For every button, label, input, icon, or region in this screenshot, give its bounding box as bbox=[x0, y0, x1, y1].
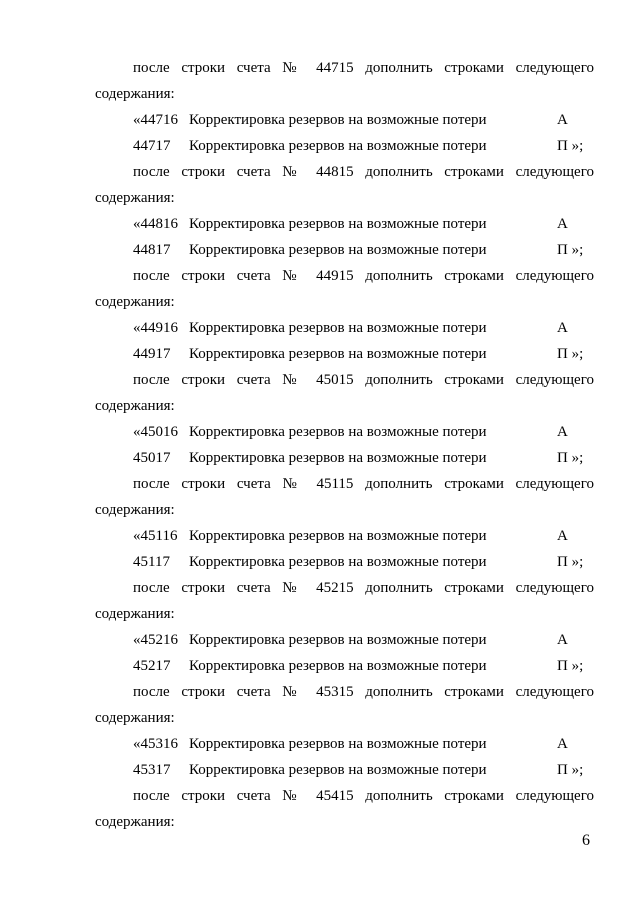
account-entry bbox=[0, 630, 640, 650]
account-number: 45217 bbox=[133, 658, 171, 674]
account-number: 45117 bbox=[133, 554, 170, 570]
paragraph-continuation: содержания: bbox=[95, 398, 175, 414]
account-description: Корректировка резервов на возможные потери bbox=[189, 762, 487, 778]
account-entry bbox=[0, 422, 640, 442]
account-type: П »; bbox=[557, 554, 584, 570]
account-description: Корректировка резервов на возможные потери bbox=[189, 346, 487, 362]
account-number: «45216 bbox=[133, 632, 178, 648]
account-entry bbox=[0, 240, 640, 260]
account-entry bbox=[0, 526, 640, 546]
account-entry bbox=[0, 136, 640, 156]
paragraph-continuation: содержания: bbox=[95, 190, 175, 206]
account-number: 45317 bbox=[133, 762, 171, 778]
account-number: «45316 bbox=[133, 736, 178, 752]
paragraph-intro: после строки счета № 44915 дополнить строками следующего bbox=[133, 268, 594, 284]
paragraph-continuation: содержания: bbox=[95, 606, 175, 622]
account-description: Корректировка резервов на возможные потери bbox=[189, 450, 487, 466]
paragraph-continuation: содержания: bbox=[95, 86, 175, 102]
account-description: Корректировка резервов на возможные потери bbox=[189, 112, 487, 128]
account-description: Корректировка резервов на возможные потери bbox=[189, 242, 487, 258]
account-type: А bbox=[557, 216, 568, 232]
account-type: П »; bbox=[557, 242, 584, 258]
paragraph-intro: после строки счета № 44815 дополнить строками следующего bbox=[133, 164, 594, 180]
paragraph-intro: после строки счета № 44715 дополнить строками следующего bbox=[133, 60, 594, 76]
account-entry bbox=[0, 552, 640, 572]
paragraph-continuation: содержания: bbox=[95, 710, 175, 726]
account-number: «45116 bbox=[133, 528, 178, 544]
account-entry bbox=[0, 214, 640, 234]
account-entry bbox=[0, 344, 640, 364]
account-entry bbox=[0, 110, 640, 130]
account-description: Корректировка резервов на возможные потери bbox=[189, 216, 487, 232]
account-description: Корректировка резервов на возможные потери bbox=[189, 632, 487, 648]
account-type: П »; bbox=[557, 138, 584, 154]
paragraph-continuation: содержания: bbox=[95, 814, 175, 830]
paragraph-intro: после строки счета № 45215 дополнить строками следующего bbox=[133, 580, 594, 596]
account-number: «44716 bbox=[133, 112, 178, 128]
account-entry bbox=[0, 734, 640, 754]
account-type: А bbox=[557, 632, 568, 648]
account-entry bbox=[0, 656, 640, 676]
account-type: А bbox=[557, 112, 568, 128]
account-type: П »; bbox=[557, 762, 584, 778]
account-number: «44816 bbox=[133, 216, 178, 232]
account-number: 44717 bbox=[133, 138, 171, 154]
account-type: А bbox=[557, 320, 568, 336]
account-number: 45017 bbox=[133, 450, 171, 466]
account-type: А bbox=[557, 528, 568, 544]
account-entry bbox=[0, 760, 640, 780]
account-description: Корректировка резервов на возможные потери bbox=[189, 424, 487, 440]
account-number: 44817 bbox=[133, 242, 171, 258]
paragraph-intro: после строки счета № 45315 дополнить строками следующего bbox=[133, 684, 594, 700]
account-type: П »; bbox=[557, 450, 584, 466]
paragraph-continuation: содержания: bbox=[95, 294, 175, 310]
account-description: Корректировка резервов на возможные потери bbox=[189, 554, 487, 570]
account-type: П »; bbox=[557, 658, 584, 674]
account-description: Корректировка резервов на возможные потери bbox=[189, 138, 487, 154]
paragraph-intro: после строки счета № 45115 дополнить строками следующего bbox=[133, 476, 594, 492]
paragraph-intro: после строки счета № 45015 дополнить строками следующего bbox=[133, 372, 594, 388]
paragraph-continuation: содержания: bbox=[95, 502, 175, 518]
account-description: Корректировка резервов на возможные потери bbox=[189, 528, 487, 544]
account-type: А bbox=[557, 736, 568, 752]
account-description: Корректировка резервов на возможные потери bbox=[189, 736, 487, 752]
account-number: 44917 bbox=[133, 346, 171, 362]
account-type: П »; bbox=[557, 346, 584, 362]
account-description: Корректировка резервов на возможные потери bbox=[189, 658, 487, 674]
paragraph-intro: после строки счета № 45415 дополнить строками следующего bbox=[133, 788, 594, 804]
account-entry bbox=[0, 448, 640, 468]
account-number: «44916 bbox=[133, 320, 178, 336]
account-description: Корректировка резервов на возможные потери bbox=[189, 320, 487, 336]
account-type: А bbox=[557, 424, 568, 440]
account-entry bbox=[0, 318, 640, 338]
page-number: 6 bbox=[582, 832, 590, 849]
account-number: «45016 bbox=[133, 424, 178, 440]
